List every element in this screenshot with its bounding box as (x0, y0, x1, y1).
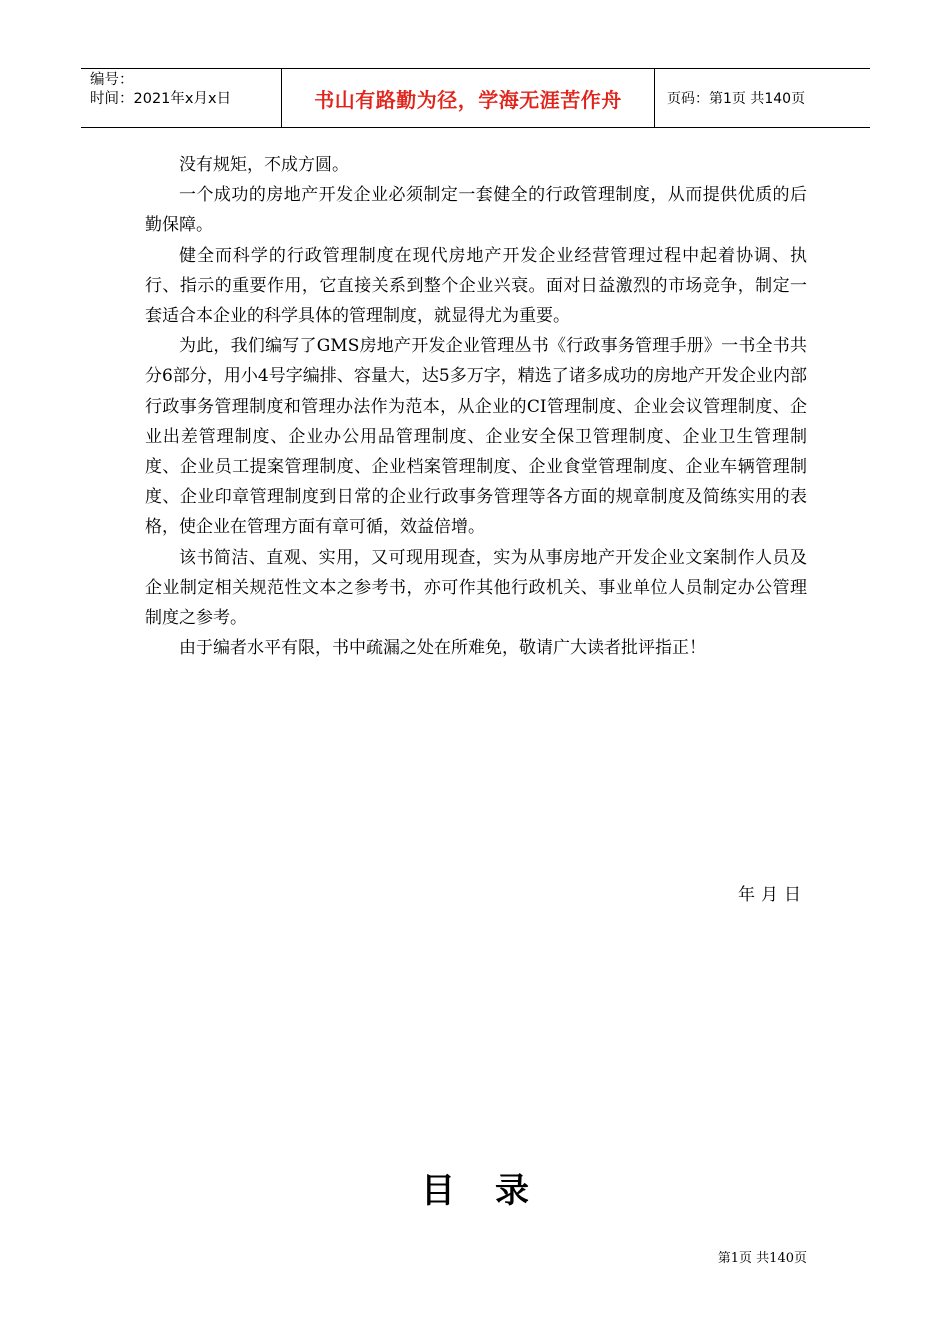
paragraph: 一个成功的房地产开发企业必须制定一套健全的行政管理制度，从而提供优质的后勤保障。 (145, 185, 807, 236)
preface-body (145, 150, 807, 663)
paragraph: 没有规矩，不成方圆。 (179, 155, 349, 175)
date-line: 年月日 (738, 885, 807, 905)
paragraph: 健全而科学的行政管理制度在现代房地产开发企业经营管理过程中起着协调、执行、指示的重要作用，它直接关系到整个企业兴衰。面对日益激烈的市场竞争，制定一套适合本企业的科学具体的管理制度，就显得尤为重要。 (145, 245, 807, 327)
page-footer: 第1页 共140页 (717, 1251, 807, 1266)
paragraph: 为此，我们编写了GMS房地产开发企业管理丛书《行政事务管理手册》一书全书共分6部分，用小4号字编排、容量大，达5多万字，精选了诸多成功的房地产开发企业内部行政事务管理制度和管理办法作为范本，从企业的CI管理制度、企业会议管理制度、企业出差管理制度、企业办公用品管理制度、企业安全保卫管理制度、企业卫生管理制度、企业员工提案管理制度、企业档案管理制度、企业食堂管理制度、企业车辆管理制度、企业印章管理制度到日常的企业行政事务管理等各方面的规章制度及简练实用的表格，使企业在管理方面有章可循，效益倍增。 (145, 336, 807, 538)
paragraph: 该书简洁、直观、实用，又可现用现查，实为从事房地产开发企业文案制作人员及企业制定相关规范性文本之参考书，亦可作其他行政机关、事业单位人员制定办公管理制度之参考。 (145, 547, 807, 629)
document-time-label: 时间：2021年x月x日 (90, 91, 232, 107)
header-table (81, 68, 870, 128)
header-meta-cell (81, 69, 282, 127)
toc-title: 目录 (421, 1171, 569, 1211)
document-code-label: 编号： (90, 72, 134, 88)
paragraph: 由于编者水平有限，书中疏漏之处在所难免，敬请广大读者批评指正！ (179, 638, 706, 659)
header-slogan: 书山有路勤为径，学海无涯苦作舟 (282, 69, 655, 127)
header-page-info: 页码：第1页 共140页 (667, 91, 806, 107)
